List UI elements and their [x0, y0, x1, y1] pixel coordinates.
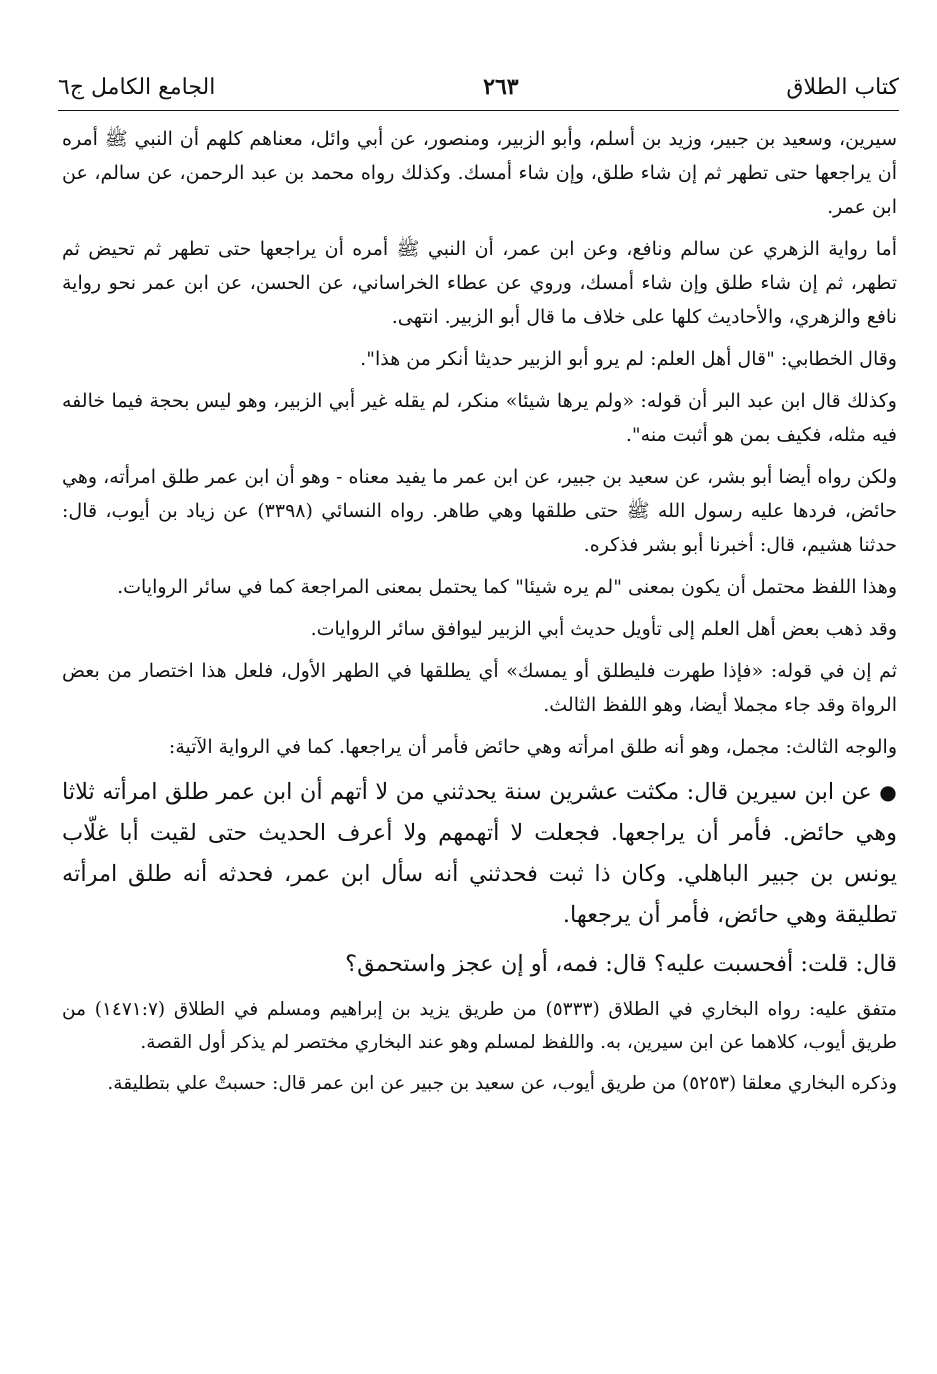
paragraph: ثم إن في قوله: «فإذا طهرت فليطلق أو يمسك» أي يطلقها في الطهر الأول، فلعل هذا اختصار من بعض الرواة وقد جاء مجملا أيضا، وهو اللفظ الثالث.	[62, 660, 897, 716]
hadith-body: عن ابن سيرين قال: مكثت عشرين سنة يحدثني من لا أتهم أن ابن عمر طلق امرأته ثلاثا وهي حائض. فأمر أن يراجعها. فجعلت لا أتهمهم ولا أعرف الحديث حتى لقيت أبا غلّاب يونس بن جبير الباهلي. وكان ذا ثبت فحدثني أنه سأل ابن عمر، فحدثه أنه طلق امرأته تطليقة وهي حائض، فأمر أن يرجعها.	[62, 779, 897, 928]
running-header	[58, 66, 899, 108]
bullet-icon: ●	[879, 780, 898, 804]
page-number: ٢٦٣	[483, 74, 519, 100]
paragraph: ولكن رواه أيضا أبو بشر، عن سعيد بن جبير، عن ابن عمر ما يفيد معناه - وهو أن ابن عمر طلق امرأته، وهي حائض، فردها عليه رسول الله ﷺ حتى طلقها وهي طاهر. رواه النسائي (٣٣٩٨) عن زياد بن أيوب، قال: حدثنا هشيم، قال: أخبرنا أبو بشر فذكره.	[62, 466, 897, 556]
takhrij-note: وذكره البخاري معلقا (٥٢٥٣) من طريق أيوب، عن سعيد بن جبير عن ابن عمر قال: حسبتْ علي بتطليقة.	[107, 1073, 897, 1094]
chapter-title: كتاب الطلاق	[786, 74, 899, 100]
paragraph: والوجه الثالث: مجمل، وهو أنه طلق امرأته وهي حائض فأمر أن يراجعها. كما في الرواية الآتية:	[168, 736, 897, 758]
book-title: الجامع الكامل ج٦	[58, 74, 216, 100]
paragraph: وقد ذهب بعض أهل العلم إلى تأويل حديث أبي الزبير ليوافق سائر الروايات.	[310, 618, 897, 640]
header-rule	[58, 110, 899, 111]
page-body	[62, 122, 897, 1108]
paragraph: وقال الخطابي: "قال أهل العلم: لم يرو أبو الزبير حديثا أنكر من هذا".	[360, 348, 897, 370]
takhrij-note: متفق عليه: رواه البخاري في الطلاق (٥٣٣٣) من طريق يزيد بن إبراهيم ومسلم في الطلاق (١٤٧١:٧) من طريق أيوب، كلاهما عن ابن سيرين، به. واللفظ لمسلم وهو عند البخاري مختصر لم يذكر أول القصة.	[62, 999, 897, 1053]
paragraph: أما رواية الزهري عن سالم ونافع، وعن ابن عمر، أن النبي ﷺ أمره أن يراجعها حتى تطهر ثم تحيض ثم تطهر، ثم إن شاء طلق وإن شاء أمسك، وروي عن عطاء الخراساني، عن الحسن، عن ابن عمر نحو رواية نافع والزهري، والأحاديث كلها على خلاف ما قال أبو الزبير. انتهى.	[62, 238, 897, 328]
paragraph: وهذا اللفظ محتمل أن يكون بمعنى "لم يره شيئا" كما يحتمل بمعنى المراجعة كما في سائر الروايات.	[117, 576, 897, 598]
paragraph: وكذلك قال ابن عبد البر أن قوله: «ولم يرها شيئا» منكر، لم يقله غير أبي الزبير، وهو ليس بحجة فيما خالفه فيه مثله، فكيف بمن هو أثبت منه".	[62, 390, 897, 446]
hadith-followup: قال: قلت: أفحسبت عليه؟ قال: فمه، أو إن عجز واستحمق؟	[345, 951, 897, 977]
hadith-text	[62, 772, 897, 936]
paragraph: سيرين، وسعيد بن جبير، وزيد بن أسلم، وأبو الزبير، ومنصور، عن أبي وائل، معناهم كلهم أن النبي ﷺ أمره أن يراجعها حتى تطهر ثم إن شاء طلق، وإن شاء أمسك. وكذلك رواه محمد بن عبد الرحمن، عن سالم، عن ابن عمر.	[62, 128, 897, 218]
